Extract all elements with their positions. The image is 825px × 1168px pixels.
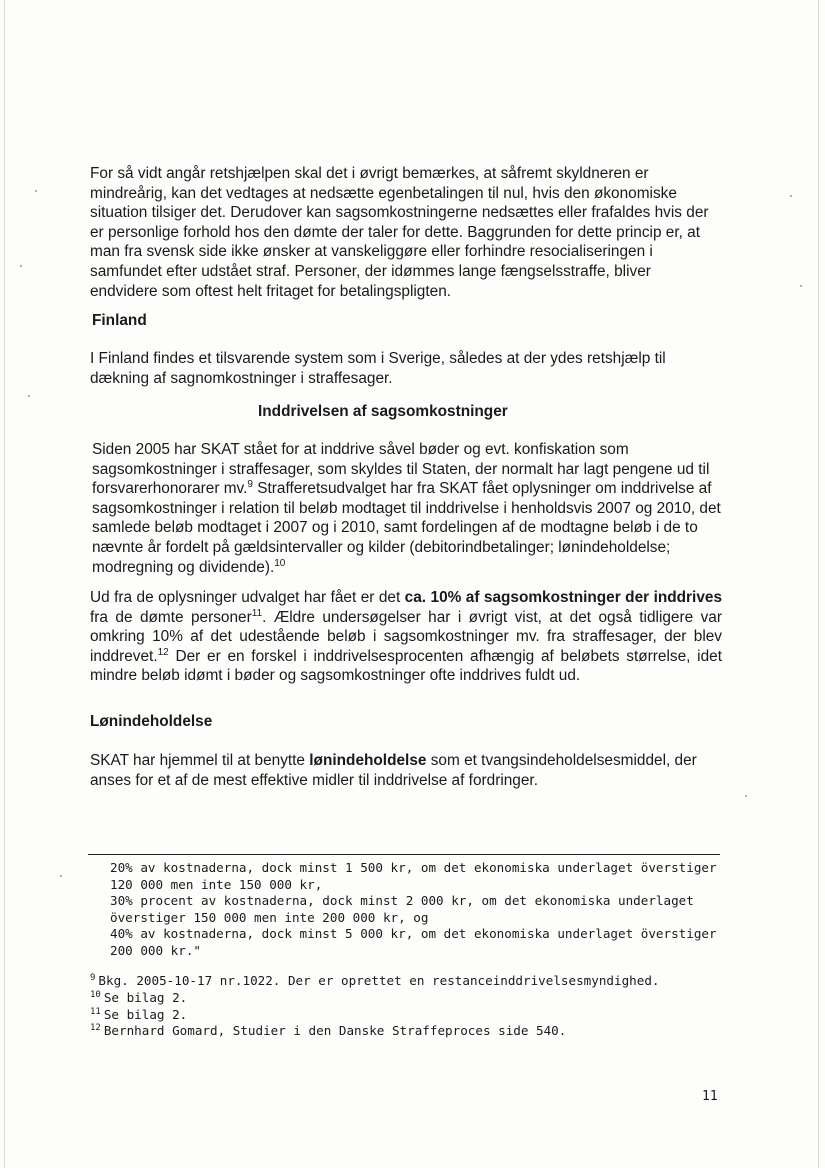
footnote-text: Bkg. 2005-10-17 nr.1022. Der er oprettet en restanceinddrivelsesmyndighed.: [98, 973, 660, 988]
paragraph-lon-bold: lønindeholdelse: [309, 752, 427, 769]
footnote-number: 10: [90, 989, 101, 1000]
scan-speck: [60, 875, 62, 877]
paragraph-sweden-text: For så vidt angår retshjælpen skal det i øvrigt bemærkes, at såfremt skyldneren er mindreårig, kan det vedtages at nedsætte egenbetalingen til nul, hvis den økonomiske situation tilsiger det. Derudover kan sagsomkostningerne nedsættes eller frafaldes hvis der er personlige forhold hos den dømte der taler for dette. Baggrunden for dette princip er, at man fra svensk side ikke ønsker at vanskeliggøre eller forhindre resocialiseringen i samfundet efter udstået straf. Personer, der idømmes lange fængselsstraffe, bliver endvidere som oftest helt fritaget for betalingspligten.: [90, 165, 709, 300]
footnote-number: 9: [90, 973, 96, 983]
page-number: 11: [702, 1089, 718, 1104]
footnote-11: [90, 1007, 710, 1024]
footnote-number: 11: [90, 1006, 101, 1017]
paragraph-skat-text-a: Siden 2005 har SKAT stået for at inddrive såvel bøder og evt. konfiskation som sagsomkostninger i straffesager, som skyldes til Staten, der normalt har lagt pengene ud til forsvarerhonorarer mv.: [92, 441, 710, 498]
scan-speck: [745, 795, 747, 797]
paragraph-ud-text-a: Ud fra de oplysninger udvalget har fået er det: [90, 589, 405, 606]
scan-edge-left: [4, 0, 5, 1168]
footnote-ref-9: 9: [247, 479, 253, 491]
paragraph-lon-text-a: SKAT har hjemmel til at benytte: [90, 752, 310, 769]
paragraph-finland: [90, 349, 722, 388]
scan-speck: [790, 195, 792, 197]
paragraph-skat-text-b: Strafferetsudvalget har fra SKAT fået oplysninger om inddrivelse af sagsomkostninger i relation til beløb modtaget til inddrivelse i henholdsvis 2007 og 2010, det samlede beløb modtaget i 2007 og i 2010, samt fordelingen af de modtagne beløb i de to nævnte år fordelt på gældsintervaller og kilder (debitorindbetalinger; lønindeholdelse; modregning og dividende).: [92, 480, 721, 576]
quote-line: 120 000 men inte 150 000 kr,: [110, 876, 323, 892]
footnote-ref-12: 12: [157, 646, 169, 658]
quote-line: 200 000 kr.": [110, 942, 201, 958]
heading-finland: Finland: [92, 312, 147, 329]
paragraph-ud-text-c: . Ældre undersøgelser har i øvrigt vist, at det også tidligere var omkring 10% af det udestående beløb i sagsomkostninger mv. fra straffesager, der blev inddrevet.: [90, 608, 722, 665]
paragraph-lonindeholdelse: [90, 751, 722, 790]
quote-line: 20% av kostnaderna, dock minst 1 500 kr, om det ekonomiska underlaget överstiger: [110, 860, 717, 875]
paragraph-sweden: [90, 164, 722, 301]
footnote-ref-10: 10: [274, 557, 286, 569]
paragraph-ud-text-b: fra de dømte personer: [90, 608, 252, 626]
paragraph-ud-bold: ca. 10% af sagsomkostninger der inddrives: [404, 589, 722, 606]
paragraph-inddrivelsesprocent: [90, 588, 722, 686]
footnote-text: Se bilag 2.: [103, 989, 188, 1005]
heading-inddrivelse: Inddrivelsen af sagsomkostninger: [258, 403, 508, 420]
scan-speck: [35, 190, 37, 192]
footnote-ref-11: 11: [251, 607, 263, 619]
paragraph-skat: [92, 440, 724, 577]
scan-speck: [20, 265, 22, 267]
footnote-9: [90, 973, 710, 990]
quote-line: 30% procent av kostnaderna, dock minst 2 000 kr, om det ekonomiska underlaget: [110, 893, 694, 909]
scan-speck: [800, 285, 802, 287]
footnote-text: Bernhard Gomard, Studier i den Danske Straffeproces side 540.: [103, 1023, 567, 1039]
quote-line: överstiger 150 000 men inte 200 000 kr, og: [110, 909, 429, 925]
paragraph-finland-text: I Finland findes et tilsvarende system som i Sverige, således at der ydes retshjælp til dækning af sagnomkostninger i straffesager.: [90, 350, 666, 387]
scan-edge-right: [818, 0, 819, 1168]
footnote-quote: [110, 860, 717, 960]
footnote-text: Se bilag 2.: [103, 1006, 188, 1022]
footnote-12: [90, 1023, 710, 1040]
footnote-separator: [88, 854, 720, 855]
paragraph-lon-text-b: som et tvangsindeholdelsesmiddel, der anses for et af de mest effektive midler til inddrivelse af fordringer.: [90, 752, 697, 789]
paragraph-ud-text-d: Der er en forskel i inddrivelsesprocenten afhængig af beløbets størrelse, idet mindre beløb idømt i bøder og sagsomkostninger ofte inddrives fuldt ud.: [90, 647, 722, 685]
scan-speck: [28, 395, 30, 397]
footnote-10: [90, 990, 710, 1007]
footnote-number: 12: [90, 1023, 101, 1034]
heading-lonindeholdelse: Lønindeholdelse: [90, 713, 213, 730]
quote-line: 40% av kostnaderna, dock minst 5 000 kr, om det ekonomiska underlaget överstiger: [110, 926, 717, 942]
footnote-list: [90, 973, 710, 1040]
